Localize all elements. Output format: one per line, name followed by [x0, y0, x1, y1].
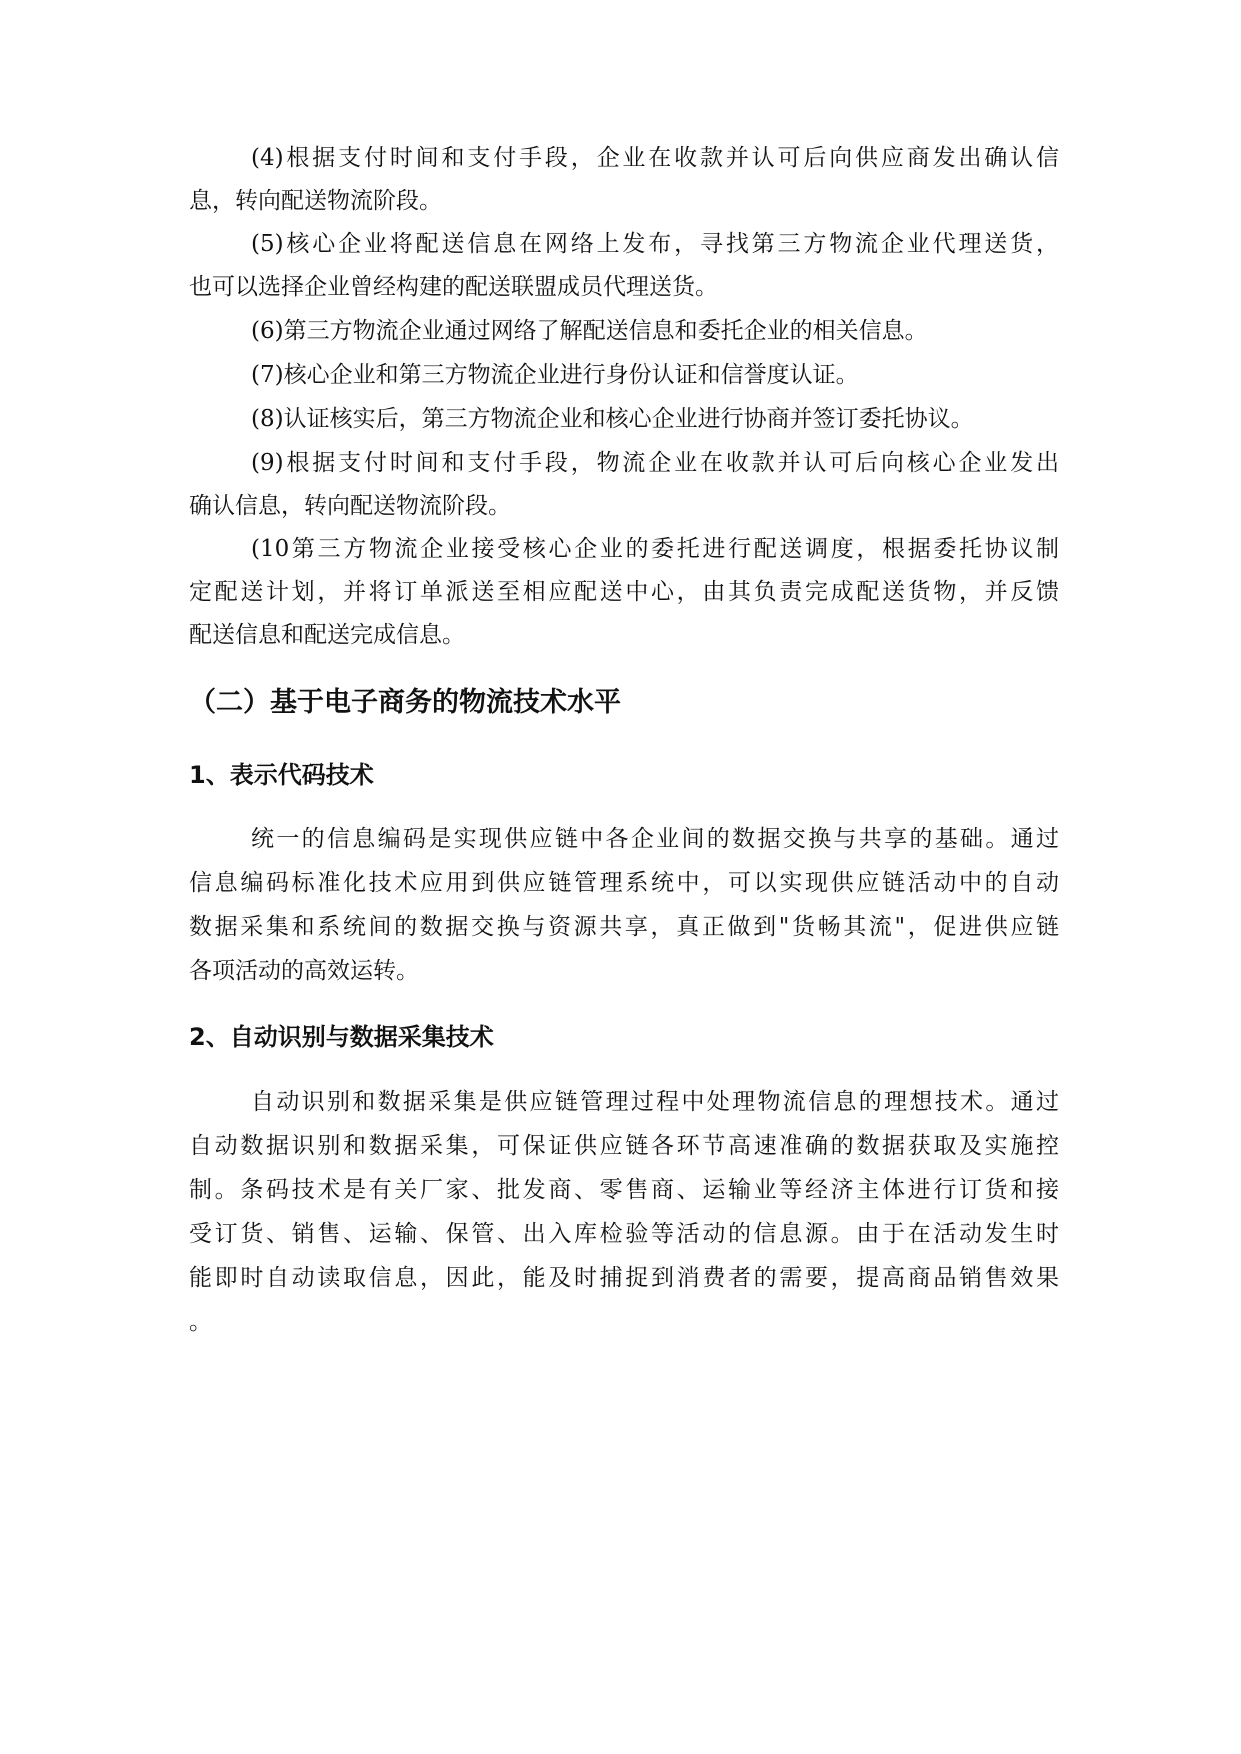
paragraph-6: (6)第三方物流企业通过网络了解配送信息和委托企业的相关信息。: [251, 318, 928, 344]
subsection-1-line-3: 数据采集和系统间的数据交换与资源共享，真正做到"货畅其流"，促进供应链: [189, 914, 1059, 940]
paragraph-8: (8)认证核实后，第三方物流企业和核心企业进行协商并签订委托协议。: [251, 406, 974, 432]
subsection-1-heading: 1、表示代码技术: [189, 761, 374, 789]
subsection-1-line-1: 统一的信息编码是实现供应链中各企业间的数据交换与共享的基础。通过: [251, 826, 1059, 852]
paragraph-7: (7)核心企业和第三方物流企业进行身份认证和信誉度认证。: [251, 362, 859, 388]
paragraph-5-line-1: (5)核心企业将配送信息在网络上发布，寻找第三方物流企业代理送货，: [251, 231, 1059, 257]
paragraph-10-line-2: 定配送计划，并将订单派送至相应配送中心，由其负责完成配送货物，并反馈: [189, 579, 1059, 605]
paragraph-10-line-1: (10第三方物流企业接受核心企业的委托进行配送调度，根据委托协议制: [251, 536, 1059, 562]
paragraph-10-line-3: 配送信息和配送完成信息。: [189, 622, 465, 648]
subsection-2-line-2: 自动数据识别和数据采集，可保证供应链各环节高速准确的数据获取及实施控: [189, 1133, 1059, 1159]
document-page: [189, 0, 1059, 1754]
subsection-1-line-4: 各项活动的高效运转。: [189, 958, 419, 984]
paragraph-4-line-2: 息，转向配送物流阶段。: [189, 188, 442, 214]
paragraph-4-line-1: (4)根据支付时间和支付手段，企业在收款并认可后向供应商发出确认信: [251, 145, 1059, 171]
subsection-2-line-3: 制。条码技术是有关厂家、批发商、零售商、运输业等经济主体进行订货和接: [189, 1177, 1059, 1203]
paragraph-9-line-1: (9)根据支付时间和支付手段，物流企业在收款并认可后向核心企业发出: [251, 450, 1059, 476]
subsection-2-line-6: 。: [189, 1309, 212, 1335]
subsection-2-line-5: 能即时自动读取信息，因此，能及时捕捉到消费者的需要，提高商品销售效果: [189, 1265, 1059, 1291]
section-heading: （二）基于电子商务的物流技术水平: [189, 687, 621, 718]
subsection-2-line-1: 自动识别和数据采集是供应链管理过程中处理物流信息的理想技术。通过: [251, 1089, 1059, 1115]
subsection-2-line-4: 受订货、销售、运输、保管、出入库检验等活动的信息源。由于在活动发生时: [189, 1221, 1059, 1247]
subsection-1-line-2: 信息编码标准化技术应用到供应链管理系统中，可以实现供应链活动中的自动: [189, 870, 1059, 896]
subsection-2-heading: 2、自动识别与数据采集技术: [189, 1023, 494, 1051]
paragraph-9-line-2: 确认信息，转向配送物流阶段。: [189, 493, 511, 519]
paragraph-5-line-2: 也可以选择企业曾经构建的配送联盟成员代理送货。: [189, 274, 718, 300]
